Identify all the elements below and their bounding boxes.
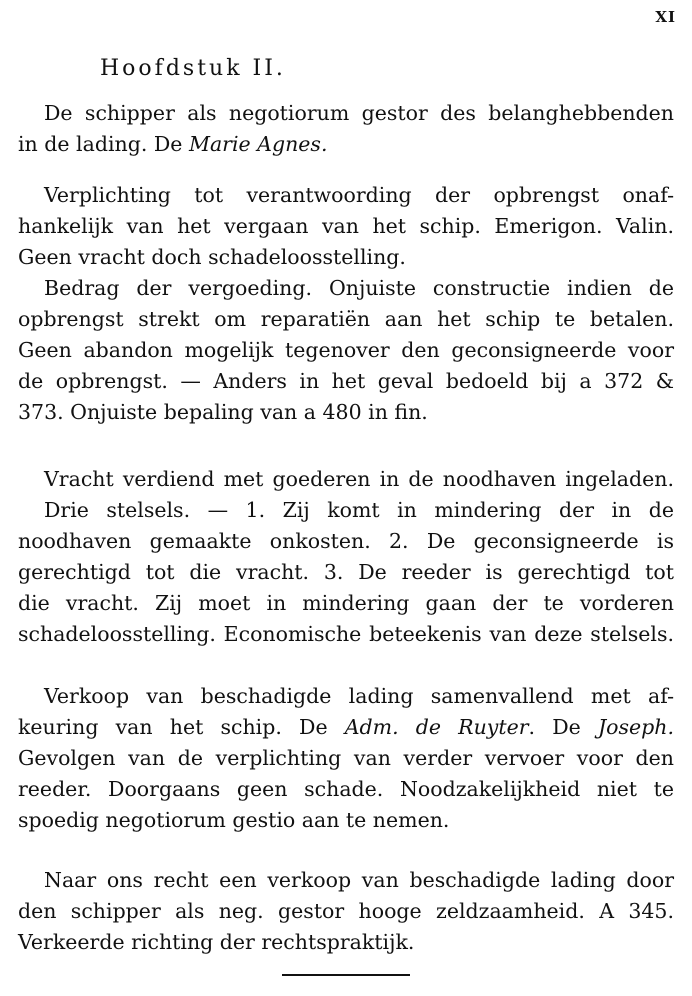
text-line: hankelijk van het vergaan van het schip. Emerigon. Valin. — [18, 214, 674, 238]
text-line: De schipper als negotiorum gestor des belanghebbenden — [44, 101, 674, 125]
page-number: XI — [655, 8, 676, 26]
italic-ship-name: Marie Agnes. — [188, 132, 328, 156]
text-line: Naar ons recht een verkoop van beschadigde lading door — [44, 868, 674, 892]
paragraph-5 — [18, 865, 674, 958]
text-line: in de lading. De Marie Agnes. — [18, 132, 328, 156]
text-line: Geen vracht doch schadeloosstelling. — [18, 245, 406, 269]
text-line: gerechtigd tot die vracht. 3. De reeder is gerechtigd tot — [18, 560, 674, 584]
text-line: Drie stelsels. — 1. Zij komt in mindering der in de — [44, 498, 674, 522]
paragraph-1 — [18, 98, 674, 160]
text-line: Vracht verdiend met goederen in de noodhaven ingeladen. — [44, 467, 674, 491]
italic-ship-name: Adm. de Ruyter — [344, 715, 529, 739]
text-line: Geen abandon mogelijk tegenover den geconsigneerde voor — [18, 338, 674, 362]
text-line: Verkoop van beschadigde lading samenvallend met af- — [44, 684, 674, 708]
text-line: die vracht. Zij moet in mindering gaan der te vorderen — [18, 591, 674, 615]
chapter-title: Hoofdstuk II. — [100, 56, 286, 81]
text-line: noodhaven gemaakte onkosten. 2. De geconsigneerde is — [18, 529, 674, 553]
paragraph-3 — [18, 464, 674, 650]
italic-ship-name: Joseph. — [597, 715, 674, 739]
text-line: keuring van het schip. De Adm. de Ruyter. De Joseph. — [18, 715, 674, 739]
paragraph-2 — [18, 180, 674, 428]
text-line: den schipper als neg. gestor hooge zeldzaamheid. A 345. — [18, 899, 674, 923]
text-line: spoedig negotiorum gestio aan te nemen. — [18, 808, 450, 832]
text-line: opbrengst strekt om reparatiën aan het schip te betalen. — [18, 307, 674, 331]
text-line: de opbrengst. — Anders in het geval bedoeld bij a 372 & — [18, 369, 674, 393]
text-line: reeder. Doorgaans geen schade. Noodzakelijkheid niet te — [18, 777, 674, 801]
closing-rule — [282, 974, 410, 976]
text-line: Bedrag der vergoeding. Onjuiste constructie indien de — [44, 276, 674, 300]
text-line: Gevolgen van de verplichting van verder vervoer voor den — [18, 746, 674, 770]
text-line: Verplichting tot verantwoording der opbrengst onaf- — [44, 183, 674, 207]
text-line: 373. Onjuiste bepaling van a 480 in fin. — [18, 400, 428, 424]
text-line: Verkeerde richting der rechtspraktijk. — [18, 930, 415, 954]
paragraph-4 — [18, 681, 674, 836]
text-line: schadeloosstelling. Economische beteekenis van deze stelsels. — [18, 622, 674, 646]
